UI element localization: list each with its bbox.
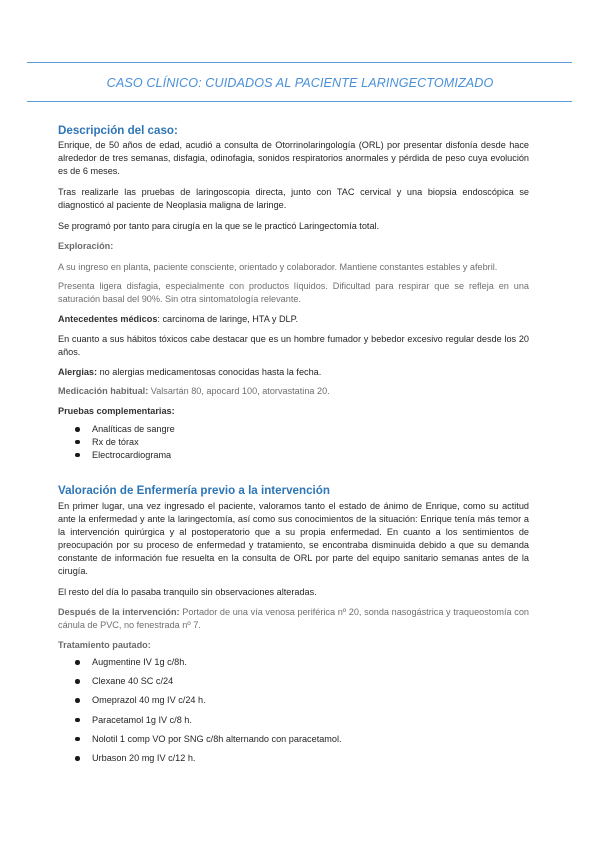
section-heading-descripcion: Descripción del caso: (58, 124, 178, 137)
antecedentes-text: : carcinoma de laringe, HTA y DLP. (157, 314, 299, 324)
list-item: Electrocardiograma (58, 449, 529, 462)
medicacion-text: Valsartán 80, apocard 100, atorvastatina 20. (148, 386, 330, 396)
case-paragraph-3: Se programó por tanto para cirugía en la que se le practicó Laringectomía total. (58, 221, 380, 231)
document-title: CASO CLÍNICO: CUIDADOS AL PACIENTE LARINGECTOMIZADO (106, 76, 494, 90)
list-item: Augmentine IV 1g c/8h. (58, 656, 529, 669)
despues-text: Portador de una vía venosa periférica nº 20, sonda nasogástrica y traqueostomía con cánula de PVC, no fenestrada nº 7. (58, 607, 529, 630)
list-item: Clexane 40 SC c/24 (58, 675, 529, 688)
list-item: Nolotil 1 comp VO por SNG c/8h alternando con paracetamol. (58, 733, 529, 746)
tratamiento-list (58, 656, 529, 765)
title-rule (27, 101, 572, 102)
antecedentes-label: Antecedentes médicos (58, 314, 158, 324)
pruebas-label: Pruebas complementarias: (58, 406, 175, 416)
list-item: Omeprazol 40 mg IV c/24 h. (58, 694, 529, 707)
despues-label: Después de la intervención: (58, 607, 180, 617)
case-paragraph-2: Tras realizarle las pruebas de laringoscopia directa, junto con TAC cervical y una biopsia endoscópica se diagnosticó al paciente de Neoplasia maligna de laringe. (58, 187, 529, 210)
list-item: Urbason 20 mg IV c/12 h. (58, 752, 529, 765)
case-paragraph-1: Enrique, de 50 años de edad, acudió a consulta de Otorrinolaringología (ORL) por presentar disfonía desde hace alrededor de tres semanas, disfagia, odinofagia, sonidos respiratorios anormales y pérdida de peso cuya evolución es de 6 meses. (58, 140, 529, 176)
medicacion-line (58, 385, 529, 398)
alergias-text: no alergias medicamentosas conocidas hasta la fecha. (97, 367, 322, 377)
exploracion-paragraph-1: A su ingreso en planta, paciente consciente, orientado y colaborador. Mantiene constantes estables y afebril. (58, 262, 498, 272)
list-item: Analíticas de sangre (58, 423, 529, 436)
exploracion-paragraph-2: Presenta ligera disfagia, especialmente con productos líquidos. Dificultad para respirar que se refleja en una saturación basal del 90%. Sin otra sintomatología relevante. (58, 281, 529, 304)
tratamiento-label: Tratamiento pautado: (58, 640, 151, 650)
valoracion-paragraph-1: En primer lugar, una vez ingresado el paciente, valoramos tanto el estado de ánimo de Enrique, como su actitud ante la enfermedad y ante la laringectomía, así como sus conocimientos de la situación: Enrique tenía más temor a la intervención quirúrgica y al postoperatorio que a su propia enfermedad. En cuanto a los sentimientos de preocupación por su proceso de enfermedad y tratamiento, se encontraba disminuida debido a que su demanda constante de información fue resuelta en la consulta de ORL por parte del equipo sanitario semanas antes de la cirugía. (58, 501, 529, 576)
valoracion-paragraph-2: El resto del día lo pasaba tranquilo sin observaciones alteradas. (58, 587, 317, 597)
section-heading-valoracion: Valoración de Enfermería previo a la intervención (58, 484, 330, 497)
alergias-line (58, 366, 529, 379)
despues-paragraph (58, 606, 529, 632)
alergias-label: Alergias: (58, 367, 98, 377)
habitos-paragraph: En cuanto a sus hábitos tóxicos cabe destacar que es un hombre fumador y bebedor excesivo regular desde los 20 años. (58, 334, 529, 357)
antecedentes-line (58, 313, 529, 326)
exploracion-label: Exploración: (58, 241, 114, 251)
medicacion-label: Medicación habitual: (58, 386, 149, 396)
top-rule (27, 62, 572, 63)
pruebas-list (58, 423, 529, 462)
list-item: Paracetamol 1g IV c/8 h. (58, 714, 529, 727)
list-item: Rx de tórax (58, 436, 529, 449)
